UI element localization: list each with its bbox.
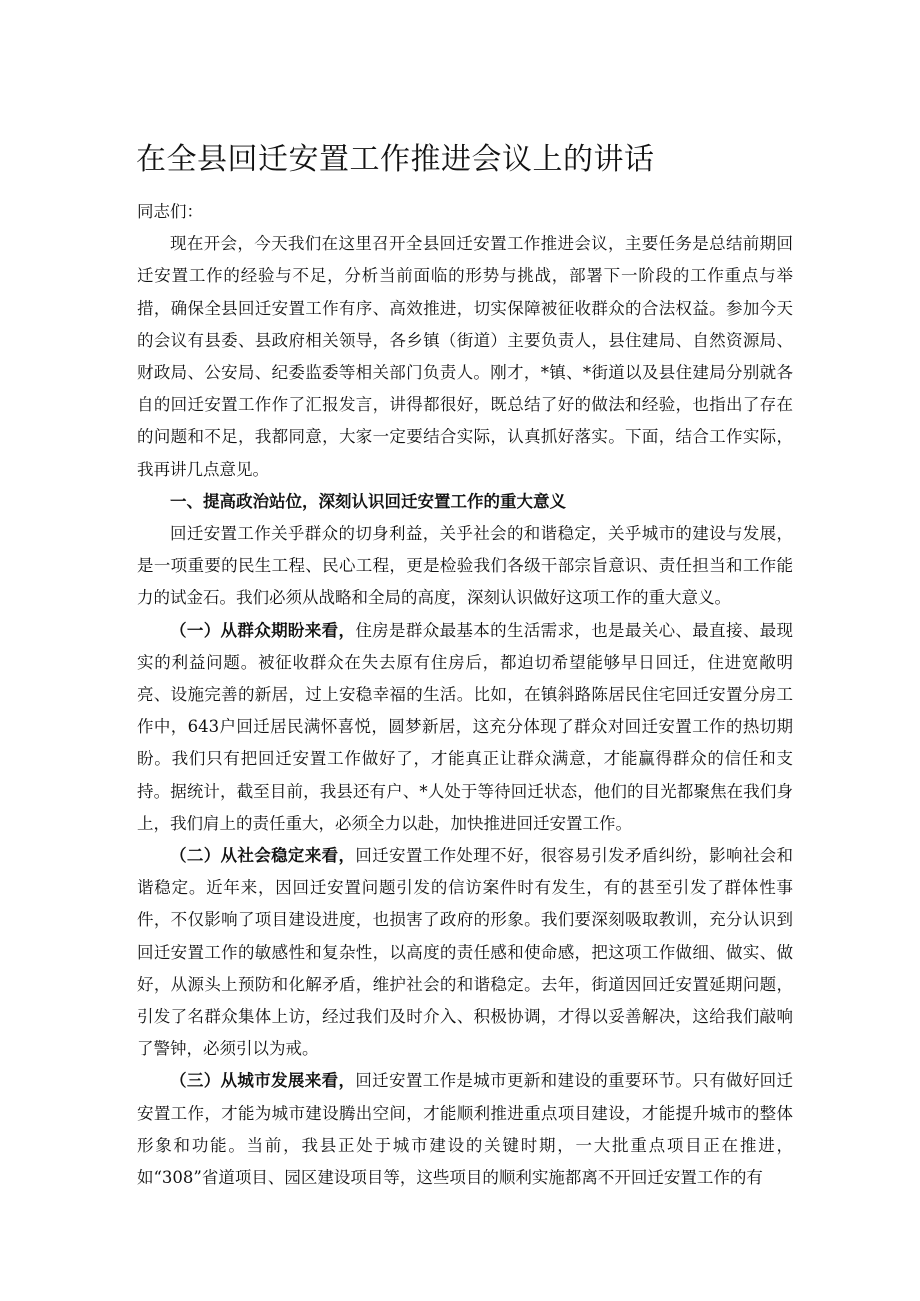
salutation: 同志们： xyxy=(137,202,203,221)
document-body xyxy=(137,196,793,1194)
point-1-text: 住房是群众最基本的生活需求，也是最关心、最直接、最现实的利益问题。被征收群众在失去原有住房后，都迫切希望能够早日回迁，住进宽敞明亮、设施完善的新居，过上安稳幸福的生活。比如，在镇斜路陈居民住宅回迁安置分房工作中，643户回迁居民满怀喜悦，圆梦新居，这充分体现了群众对回迁安置工作的热切期盼。我们只有把回迁安置工作做好了，才能真正让群众满意，才能赢得群众的信任和支持。据统计，截至目前，我县还有户、*人处于等待回迁状态，他们的目光都聚焦在我们身上，我们肩上的责任重大，必须全力以赴，加快推进回迁安置工作。 xyxy=(137,620,794,833)
point-3-text: 回迁安置工作是城市更新和建设的重要环节。只有做好回迁安置工作，才能为城市建设腾出空间，才能顺利推进重点项目建设，才能提升城市的整体形象和功能。当前，我县正处于城市建设的关键时期，一大批重点项目正在推进，如“308”省道项目、园区建设项目等，这些项目的顺利实施都离不开回迁安置工作的有 xyxy=(137,1071,794,1188)
point-1-lead: （一）从群众期盼来看， xyxy=(170,620,356,640)
section-1-paragraph: 回迁安置工作关乎群众的切身利益，关乎社会的和谐稳定，关乎城市的建设与发展，是一项重要的民生工程、民心工程，更是检验我们各级干部宗旨意识、责任担当和工作能力的试金石。我们必须从战略和全局的高度，深刻认识做好这项工作的重大意义。 xyxy=(137,524,793,608)
intro-paragraph: 现在开会，今天我们在这里召开全县回迁安置工作推进会议，主要任务是总结前期回迁安置工作的经验与不足，分析当前面临的形势与挑战，部署下一阶段的工作重点与举措，确保全县回迁安置工作有序、高效推进，切实保障被征收群众的合法权益。参加今天的会议有县委、县政府相关领导，各乡镇（街道）主要负责人，县住建局、自然资源局、财政局、公安局、纪委监委等相关部门负责人。刚才，*镇、*街道以及县住建局分别就各自的回迁安置工作作了汇报发言，讲得都很好，既总结了好的做法和经验，也指出了存在的问题和不足，我都同意，大家一定要结合实际，认真抓好落实。下面，结合工作实际，我再讲几点意见。 xyxy=(137,234,793,479)
point-2-paragraph xyxy=(137,840,793,1065)
point-2-lead: （二）从社会稳定来看， xyxy=(170,846,356,866)
section-1-heading: 一、提高政治站位，深刻认识回迁安置工作的重大意义 xyxy=(170,491,566,511)
document-title: 在全县回迁安置工作推进会议上的讲话 xyxy=(136,142,655,177)
point-3-paragraph xyxy=(137,1065,793,1194)
point-2-text: 回迁安置工作处理不好，很容易引发矛盾纠纷，影响社会和谐稳定。近年来，因回迁安置问题引发的信访案件时有发生，有的甚至引发了群体性事件，不仅影响了项目建设进度，也损害了政府的形象。我们要深刻吸取教训，充分认识到回迁安置工作的敏感性和复杂性，以高度的责任感和使命感，把这项工作做细、做实、做好，从源头上预防和化解矛盾，维护社会的和谐稳定。去年，街道因回迁安置延期问题，引发了名群众集体上访，经过我们及时介入、积极协调，才得以妥善解决，这给我们敲响了警钟，必须引以为戒。 xyxy=(137,846,794,1059)
point-3-lead: （三）从城市发展来看， xyxy=(170,1071,356,1091)
point-1-paragraph xyxy=(137,615,793,840)
